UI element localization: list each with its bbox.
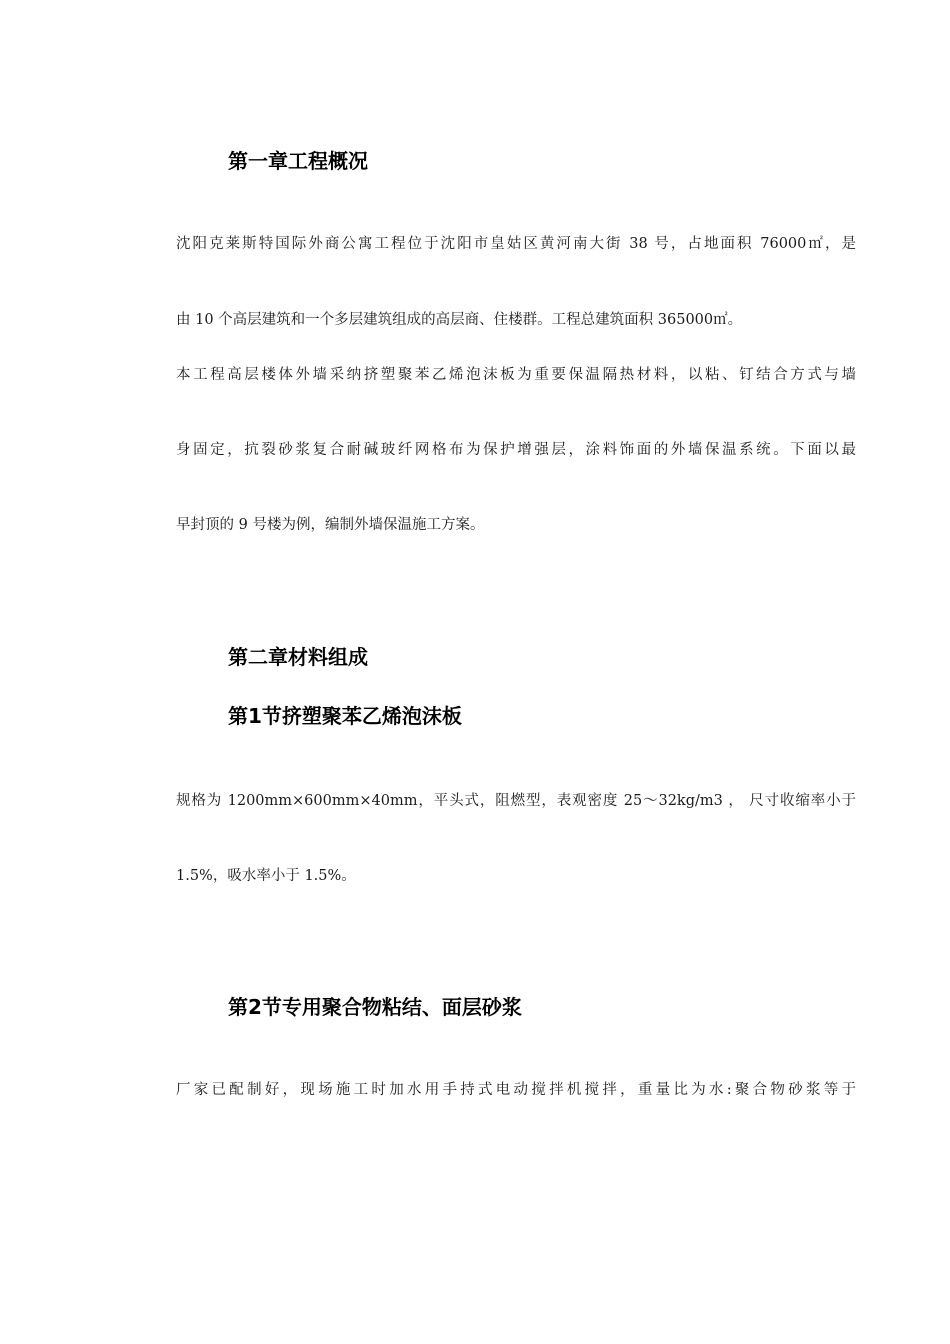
paragraph-line: 厂家已配制好，现场施工时加水用手持式电动搅拌机搅拌，重量比为水:聚合物砂浆等于 [176,1082,856,1098]
paragraph-line: 1.5%，吸水率小于 1.5%。 [176,868,356,884]
chapter-1-title: 第一章工程概况 [228,149,368,173]
paragraph-line: 身固定，抗裂砂浆复合耐碱玻纤网格布为保护增强层，涂料饰面的外墙保温系统。下面以最 [176,442,856,458]
paragraph-line: 规格为 1200mm×600mm×40mm，平头式，阻燃型，表观密度 25～32kg/m3 ， 尺寸收缩率小于 [176,793,856,809]
paragraph-line: 早封顶的 9 号楼为例，编制外墙保温施工方案。 [176,517,485,533]
section-1-title: 第1节挤塑聚苯乙烯泡沫板 [228,704,462,728]
paragraph-line: 本工程高层楼体外墙采纳挤塑聚苯乙烯泡沫板为重要保温隔热材料，以粘、钉结合方式与墙 [176,367,856,383]
section-2-title: 第2节专用聚合物粘结、面层砂浆 [228,995,522,1019]
paragraph-line: 由 10 个高层建筑和一个多层建筑组成的高层商、住楼群。工程总建筑面积 365000㎡。 [176,312,743,328]
chapter-2-title: 第二章材料组成 [228,645,368,669]
paragraph-line: 沈阳克莱斯特国际外商公寓工程位于沈阳市皇姑区黄河南大街 38 号，占地面积 76000㎡，是 [176,236,856,252]
